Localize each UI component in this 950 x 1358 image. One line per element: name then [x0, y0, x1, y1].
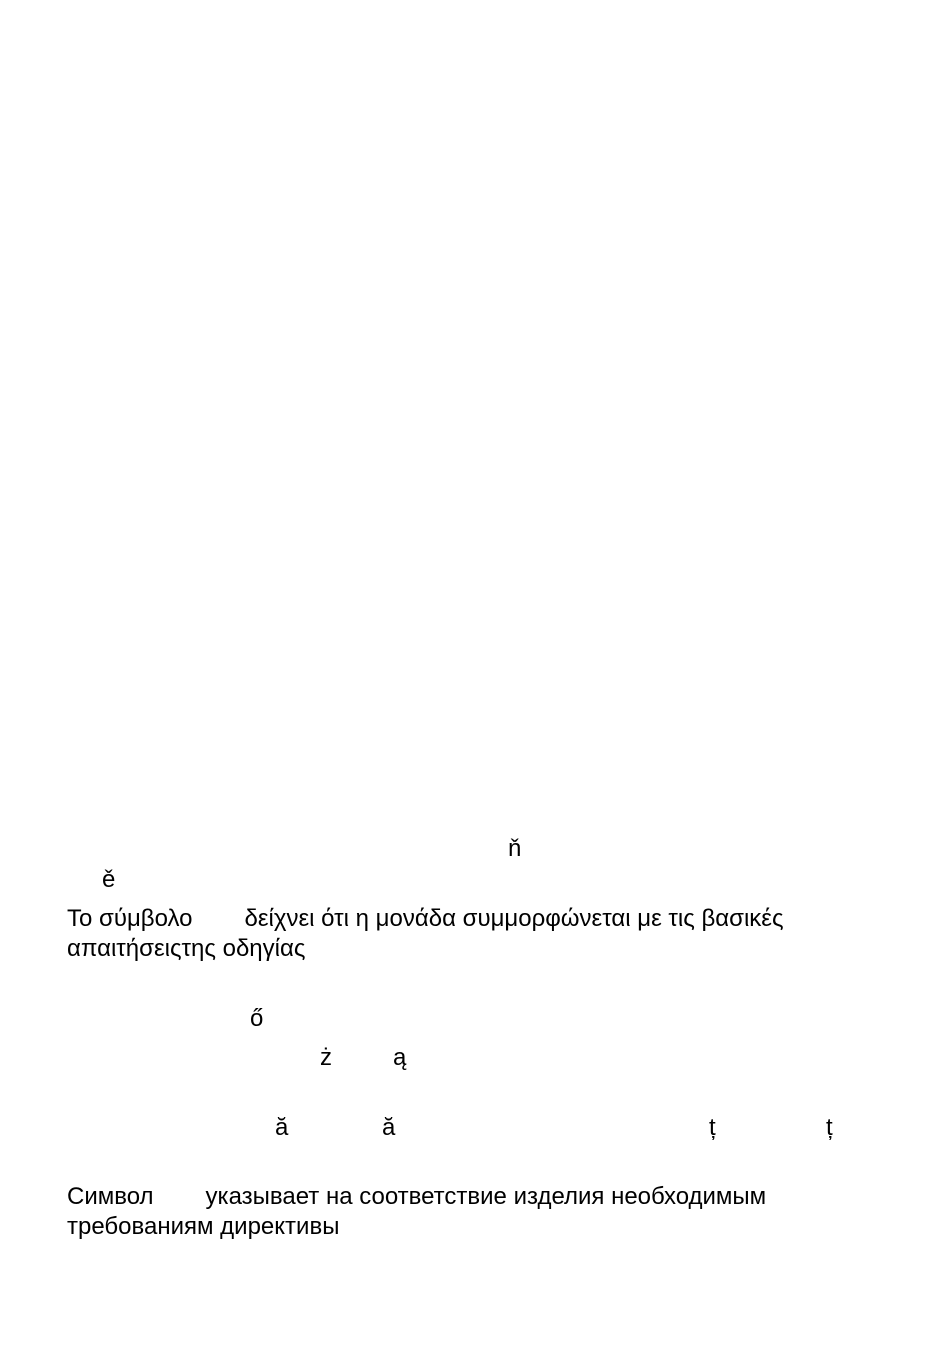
text-fragment-czech-e: ě [102, 866, 116, 893]
text-fragment-hungarian-o: ő [250, 1005, 264, 1032]
greek-line-1 [67, 904, 784, 934]
russian-line-2: требованиям директивы [67, 1213, 340, 1240]
russian-line-1-part-1: Символ [67, 1183, 154, 1210]
text-fragment-romanian-t-1: ț [709, 1114, 716, 1141]
text-fragment-czech-n: ň [508, 835, 522, 862]
greek-line-1-part-1: Το σύμβολο [67, 905, 193, 932]
greek-line-2: απαιτήσειςτης οδηγίας [67, 935, 306, 962]
greek-paragraph [67, 904, 784, 964]
russian-paragraph [67, 1182, 766, 1242]
russian-line-1 [67, 1182, 766, 1212]
text-fragment-polish-a: ą [393, 1044, 407, 1071]
text-fragment-romanian-a-2: ă [382, 1114, 396, 1141]
russian-line-1-part-2: указывает на соответствие изделия необходимым [205, 1183, 767, 1210]
greek-line-1-part-2: δείχνει ότι η μονάδα συμμορφώνεται με τις βασικές [244, 905, 784, 932]
text-fragment-romanian-t-2: ț [826, 1114, 833, 1141]
text-fragment-polish-z: ż [320, 1044, 332, 1071]
text-fragment-romanian-a-1: ă [275, 1114, 289, 1141]
